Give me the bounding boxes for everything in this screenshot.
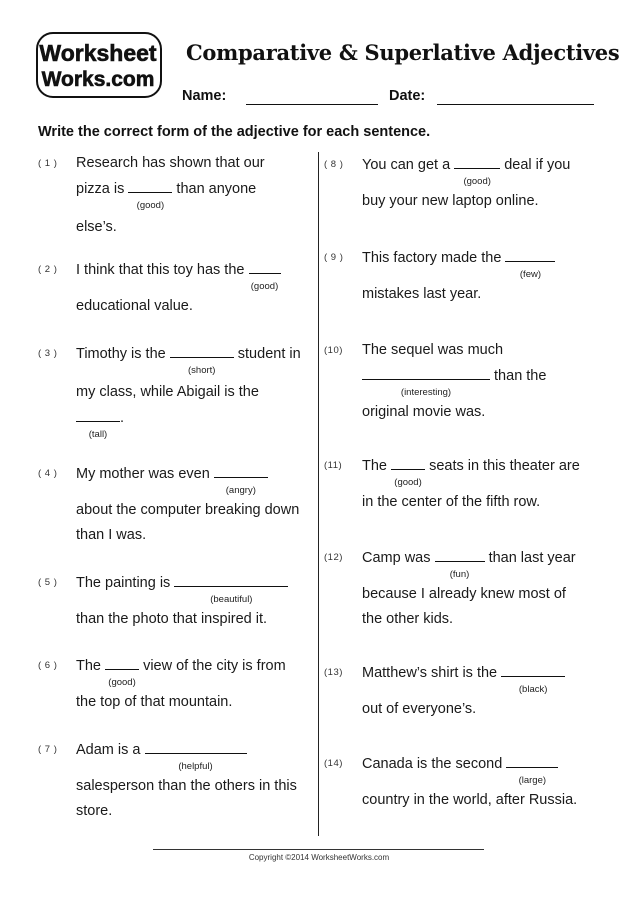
question-text: Research has shown that our: [76, 155, 265, 171]
hint-word: (interesting): [400, 387, 452, 398]
hint-word: (good): [136, 200, 165, 211]
hint-word: (angry): [225, 485, 256, 496]
question-number: (11): [324, 460, 343, 471]
question-2: ( 2 ) I think that this toy has the (good) educational value.: [76, 260, 326, 322]
question-number: ( 4 ): [38, 468, 58, 479]
question-number: ( 5 ): [38, 577, 58, 588]
hint-word: (large): [518, 775, 547, 786]
answer-blank[interactable]: [506, 754, 558, 786]
question-number: ( 8 ): [324, 159, 344, 170]
question-number: ( 1 ): [38, 158, 58, 169]
question-number: ( 9 ): [324, 252, 344, 263]
answer-blank[interactable]: [435, 548, 485, 580]
footer-rule: [153, 849, 484, 850]
copyright: Copyright ©2014 WorksheetWorks.com: [248, 853, 390, 862]
question-number: (10): [324, 345, 343, 356]
logo-line-1: Worksheet: [39, 40, 157, 66]
question-6: ( 6 ) The (good) view of the city is from the top of that mountain.: [38, 658, 286, 710]
answer-blank[interactable]: [505, 248, 555, 280]
question-number: ( 2 ): [38, 264, 58, 275]
question-7: ( 7 ) Adam is a (helpful) salesperson than the others in this store.: [38, 742, 297, 819]
question-14: (14) Canada is the second (large) country in the world, after Russia.: [324, 756, 578, 808]
answer-blank[interactable]: [170, 344, 234, 376]
question-number: ( 6 ): [38, 660, 58, 671]
hint-word: (good): [394, 477, 422, 488]
answer-blank[interactable]: [76, 408, 120, 440]
name-label: Name:: [182, 88, 227, 104]
hint-word: (fun): [449, 569, 470, 580]
question-12: (12) Camp was (fun) than last year because I already knew most of the other kids.: [324, 550, 576, 627]
date-label: Date:: [389, 88, 426, 104]
question-4: ( 4 ) My mother was even (angry) about the computer breaking down than I was.: [38, 466, 300, 543]
date-field[interactable]: [437, 104, 594, 105]
worksheetworks-logo: [34, 30, 164, 100]
question-3: ( 3 ) Timothy is the (short) student in my class, while Abigail is the (tall) .: [76, 344, 326, 433]
answer-blank[interactable]: [105, 656, 139, 688]
answer-blank[interactable]: [454, 155, 500, 187]
hint-word: (beautiful): [210, 594, 253, 605]
question-number: (14): [324, 758, 343, 769]
hint-word: (few): [519, 269, 542, 280]
hint-word: (good): [463, 176, 491, 187]
name-field[interactable]: [246, 104, 378, 105]
question-number: (13): [324, 667, 343, 678]
answer-blank[interactable]: [501, 663, 565, 695]
logo-line-2: Works.com: [41, 68, 155, 91]
question-5: ( 5 ) The painting is (beautiful) than the photo that inspired it.: [76, 573, 326, 635]
hint-word: (helpful): [178, 761, 213, 772]
question-number: ( 7 ): [38, 744, 58, 755]
question-number: ( 3 ): [38, 348, 58, 359]
question-10: (10) The sequel was much (interesting) than the original movie was.: [324, 342, 547, 420]
hint-word: (short): [188, 365, 216, 376]
answer-blank[interactable]: [249, 260, 281, 292]
answer-blank[interactable]: [391, 456, 425, 488]
question-1: ( 1 ) Research has shown that our pizza is (good) than anyone else’s.: [76, 154, 326, 243]
hint-word: (good): [108, 677, 136, 688]
question-number: (12): [324, 552, 343, 563]
answer-blank[interactable]: [174, 573, 288, 605]
hint-word: (tall): [88, 429, 108, 440]
worksheet-title: Comparative & Superlative Adjectives: [186, 40, 620, 65]
hint-word: (good): [250, 281, 279, 292]
question-13: (13) Matthew’s shirt is the (black) out of everyone’s.: [362, 663, 612, 725]
hint-word: (black): [518, 684, 548, 695]
answer-blank[interactable]: [128, 179, 172, 211]
answer-blank[interactable]: [145, 740, 247, 772]
answer-blank[interactable]: [362, 366, 490, 398]
question-8: ( 8 ) You can get a (good) deal if you buy your new laptop online.: [324, 157, 571, 209]
question-9: ( 9 ) This factory made the (few) mistakes last year.: [362, 248, 612, 310]
answer-blank[interactable]: [214, 464, 268, 496]
question-11: (11) The (good) seats in this theater are in the center of the fifth row.: [324, 458, 580, 510]
instructions: Write the correct form of the adjective for each sentence.: [38, 124, 431, 140]
